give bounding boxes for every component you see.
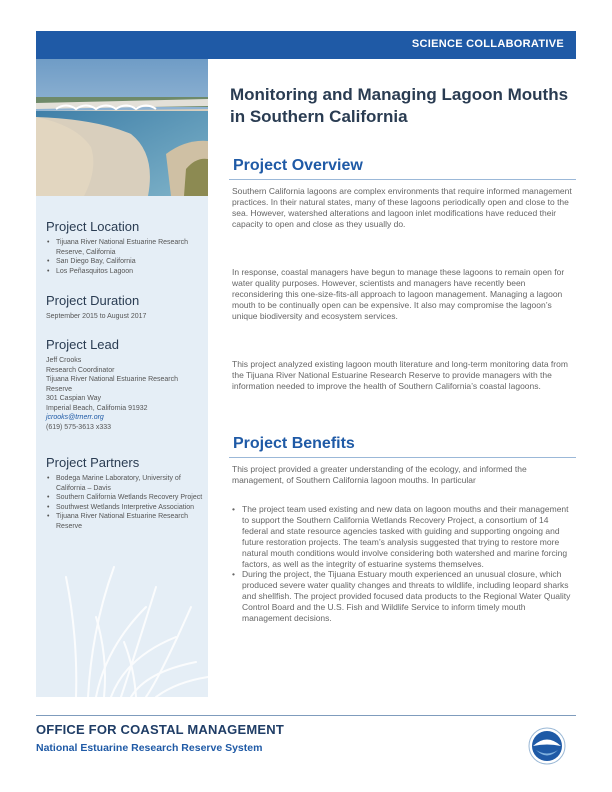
top-banner bbox=[36, 31, 576, 59]
lead-phone: (619) 575-3613 x333 bbox=[46, 423, 111, 431]
project-overview-heading: Project Overview bbox=[233, 157, 363, 174]
project-location-list bbox=[46, 238, 206, 276]
lead-email-link[interactable]: jcrooks@trnerr.org bbox=[46, 414, 104, 421]
page-title: Monitoring and Managing Lagoon Mouths in Southern California bbox=[230, 85, 569, 126]
list-item: • During the project, the Tijuana Estuary mouth experienced an unusual closure, which produced severe water quality changes and threats to wildlife, including leopard sharks and shellfish. The project provided focused data products to the Regional Water Quality Control Board and the U.S. Fish and Wildlife Service to inform timely mouth management decisions. bbox=[232, 569, 572, 624]
overview-paragraph-2: In response, coastal managers have begun to manage these lagoons to remain open for water quality purposes. However, scientists and managers have recently been reconsidering this one-size-fits-all approach to lagoon management. Managing a lagoon mouth to be continually open can be expensive. It also may compromise the lagoon’s unique biodiversity and ecosystem services. bbox=[232, 267, 565, 321]
list-item: • Bodega Marine Laboratory, University of California – Davis bbox=[46, 474, 206, 493]
lagoon-photo bbox=[36, 59, 208, 196]
banner-label: SCIENCE COLLABORATIVE bbox=[411, 38, 564, 50]
project-partners-section bbox=[46, 455, 206, 531]
list-item: • Tijuana River National Estuarine Research Reserve bbox=[46, 512, 206, 531]
project-duration-text: September 2015 to August 2017 bbox=[46, 313, 147, 320]
sidebar bbox=[36, 59, 208, 697]
footer-system-name: National Estuarine Research Reserve System bbox=[36, 742, 263, 754]
project-location-heading: Project Location bbox=[46, 219, 140, 234]
project-lead-heading: Project Lead bbox=[46, 337, 119, 352]
footer-divider bbox=[36, 715, 576, 716]
lead-address-line1: 301 Caspian Way bbox=[46, 395, 101, 402]
lead-name: Jeff Crooks bbox=[46, 357, 82, 364]
list-item: • Southwest Wetlands Interpretive Association bbox=[46, 503, 206, 513]
overview-paragraph-1: Southern California lagoons are complex environments that require informed management practices. In their natural states, many of these lagoons periodically open and close to the sea. However, watershed alterations and lagoon inlet modifications have reduced their capacity to open and close as they usually do. bbox=[232, 186, 572, 229]
project-duration-section bbox=[46, 293, 206, 322]
overview-paragraph-3: This project analyzed existing lagoon mouth literature and long-term monitoring data from the Tijuana River National Estuarine Research Reserve to provide managers with the information needed to improve the health of Southern California’s coastal lagoons. bbox=[232, 359, 568, 391]
project-benefits-heading: Project Benefits bbox=[233, 435, 355, 452]
noaa-logo bbox=[528, 727, 566, 765]
benefits-intro: This project provided a greater understanding of the ecology, and informed the management, of Southern California lagoon mouths. In particular bbox=[232, 464, 527, 485]
list-item: • Tijuana River National Estuarine Research Reserve, California bbox=[46, 238, 206, 257]
list-item: • San Diego Bay, California bbox=[46, 257, 206, 267]
project-location-section bbox=[46, 219, 206, 276]
footer-office-name: OFFICE FOR COASTAL MANAGEMENT bbox=[36, 722, 284, 737]
lead-organization: Tijuana River National Estuarine Research Reserve bbox=[46, 376, 179, 393]
lead-address-line2: Imperial Beach, California 91932 bbox=[46, 404, 148, 412]
project-lead-section bbox=[46, 337, 206, 432]
grass-illustration bbox=[36, 547, 208, 697]
benefits-list bbox=[232, 504, 572, 624]
logo-text: NOAA bbox=[539, 745, 555, 751]
benefits-divider bbox=[229, 457, 576, 458]
project-partners-list bbox=[46, 474, 206, 531]
project-duration-heading: Project Duration bbox=[46, 293, 140, 308]
list-item: • The project team used existing and new data on lagoon mouths and their management to support the Southern California Wetlands Recovery Project, a consortium of 14 federal and state resource agencies tasked with guiding and supporting ongoing and future restoration projects. The team’s analysis suggested that trying to restore more natural mouth conditions would involve considering both watershed and marine forcing factors, as well as the integrity of estuarine systems themselves. bbox=[232, 504, 572, 569]
list-item: • Los Peñasquitos Lagoon bbox=[46, 267, 206, 277]
overview-divider bbox=[229, 179, 576, 180]
list-item: • Southern California Wetlands Recovery Project bbox=[46, 493, 206, 503]
project-partners-heading: Project Partners bbox=[46, 455, 140, 470]
lead-role: Research Coordinator bbox=[46, 366, 115, 374]
